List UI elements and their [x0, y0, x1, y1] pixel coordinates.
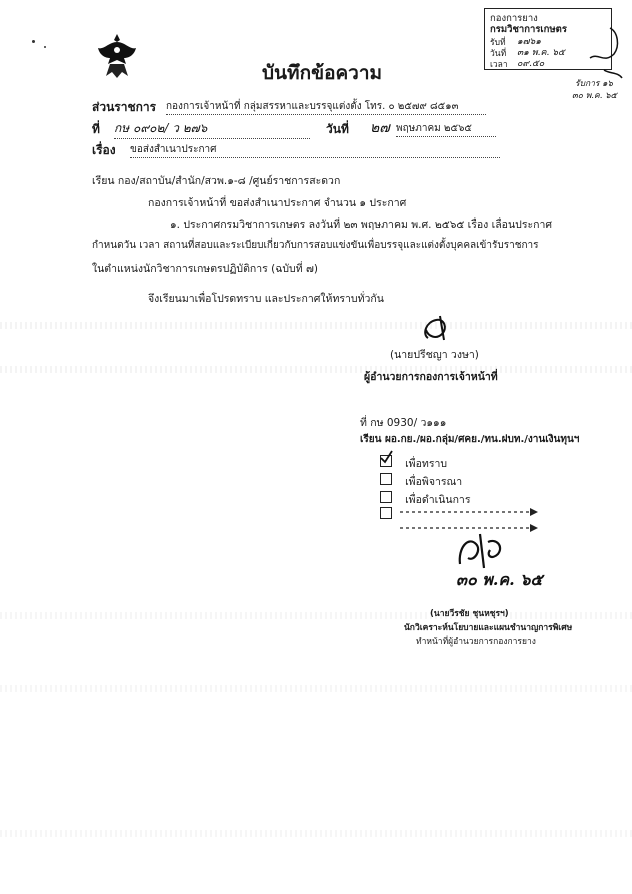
- stamp-date-label: วันที่: [490, 49, 507, 59]
- agency-value: กองการเจ้าหน้าที่ กลุ่มสรรหาและบรรจุแต่งตั้ง โทร. ๐ ๒๕๗๙ ๘๕๑๓: [166, 99, 486, 115]
- director-signature: [418, 312, 458, 344]
- body-p3: จึงเรียนมาเพื่อโปรดทราบ และประกาศให้ทราบทั่วกัน: [148, 293, 384, 305]
- option-label: เพื่อทราบ: [405, 458, 448, 470]
- option-1-row: [380, 452, 447, 472]
- routing-signer-name: (นายวีรชัย ชุนหชุรฯ): [430, 609, 509, 619]
- stamp-scribble: [584, 18, 626, 84]
- agency-label: ส่วนราชการ: [92, 100, 157, 114]
- date-day: ๒๗: [370, 120, 390, 136]
- stamp-line-2: กรมวิชาการเกษตร: [490, 24, 567, 35]
- signer-name: (นายปรีชญา วงษา): [390, 349, 479, 361]
- side-note-2: ๓๐ พ.ค. ๖๕: [572, 91, 617, 101]
- routing-to: เรียน ผอ.กย./ผอ.กลุ่ม/ศคย./ทน.ฝบท./งานเงินทุนฯ: [360, 434, 580, 445]
- option-checkbox[interactable]: [380, 455, 392, 467]
- date-month: พฤษภาคม ๒๕๖๕: [396, 121, 496, 137]
- body-p2a: ๑. ประกาศกรมวิชาการเกษตร ลงวันที่ ๒๓ พฤษภาคม พ.ศ. ๒๕๖๕ เรื่อง เลื่อนประกาศ: [170, 219, 553, 231]
- scan-noise: [0, 685, 632, 692]
- stamp-num-label: รับที่: [490, 38, 506, 48]
- option-checkbox[interactable]: [380, 507, 392, 519]
- stamp-num-value: ๑๗๖๑: [517, 37, 541, 47]
- body-p2c: ในตำแหน่งนักวิชาการเกษตรปฏิบัติการ (ฉบับที่ ๗): [92, 263, 318, 275]
- routing-signer-line2: นักวิเคราะห์นโยบายและแผนชำนาญการพิเศษ: [404, 623, 573, 633]
- document-title: บันทึกข้อความ: [262, 62, 383, 84]
- signer-position: ผู้อำนวยการกองการเจ้าหน้าที่: [364, 371, 498, 383]
- scan-speck: [32, 40, 35, 43]
- stamp-time-label: เวลา: [490, 60, 508, 70]
- scan-noise: [0, 830, 632, 837]
- body-p1: กองการเจ้าหน้าที่ ขอส่งสำเนาประกาศ จำนวน ๑ ประกาศ: [148, 197, 407, 209]
- ref-value: กษ ๐๙๐๒/ ว ๒๗๖: [114, 119, 310, 139]
- option-label: เพื่อดำเนินการ: [405, 494, 471, 506]
- ref-label: ที่: [92, 122, 100, 136]
- routing-handwritten-date: ๓๐ พ.ค. ๖๕: [456, 570, 543, 589]
- scan-noise: [0, 366, 632, 373]
- subject-value: ขอส่งสำเนาประกาศ: [130, 142, 500, 158]
- option-label: เพื่อพิจารณา: [405, 476, 463, 488]
- check-mark-icon: [379, 450, 393, 464]
- subject-label: เรื่อง: [92, 143, 116, 157]
- scan-noise: [0, 322, 632, 329]
- side-note-1: รับการ ๑๖: [575, 79, 613, 89]
- option-checkbox[interactable]: [380, 491, 392, 503]
- stamp-line-1: กองการยาง: [490, 13, 538, 24]
- scan-speck: [44, 46, 46, 48]
- option-2-row: [380, 470, 462, 490]
- scan-noise: [0, 612, 632, 619]
- body-p2b: กำหนดวัน เวลา สถานที่สอบและระเบียบเกี่ยวกับการสอบแข่งขันเพื่อบรรจุและแต่งตั้งบุคคลเข้ารับราชการ: [92, 240, 539, 251]
- routing-signature: [452, 528, 512, 572]
- routing-signer-line3: ทำหน้าที่ผู้อำนวยการกองการยาง: [416, 637, 536, 647]
- routing-ref: ที่ กษ 0930/ ว๑๑๑: [360, 417, 447, 429]
- body-to: เรียน กอง/สถาบัน/สำนัก/สวพ.๑-๘ /ศูนย์ราชการสะดวก: [92, 175, 341, 187]
- stamp-date-value: ๓๑ พ.ค. ๖๕: [517, 48, 565, 58]
- garuda-emblem: [94, 30, 140, 82]
- option-checkbox[interactable]: [380, 473, 392, 485]
- stamp-time-value: ๐๙.๕๐: [517, 59, 545, 69]
- date-label: วันที่: [326, 122, 349, 136]
